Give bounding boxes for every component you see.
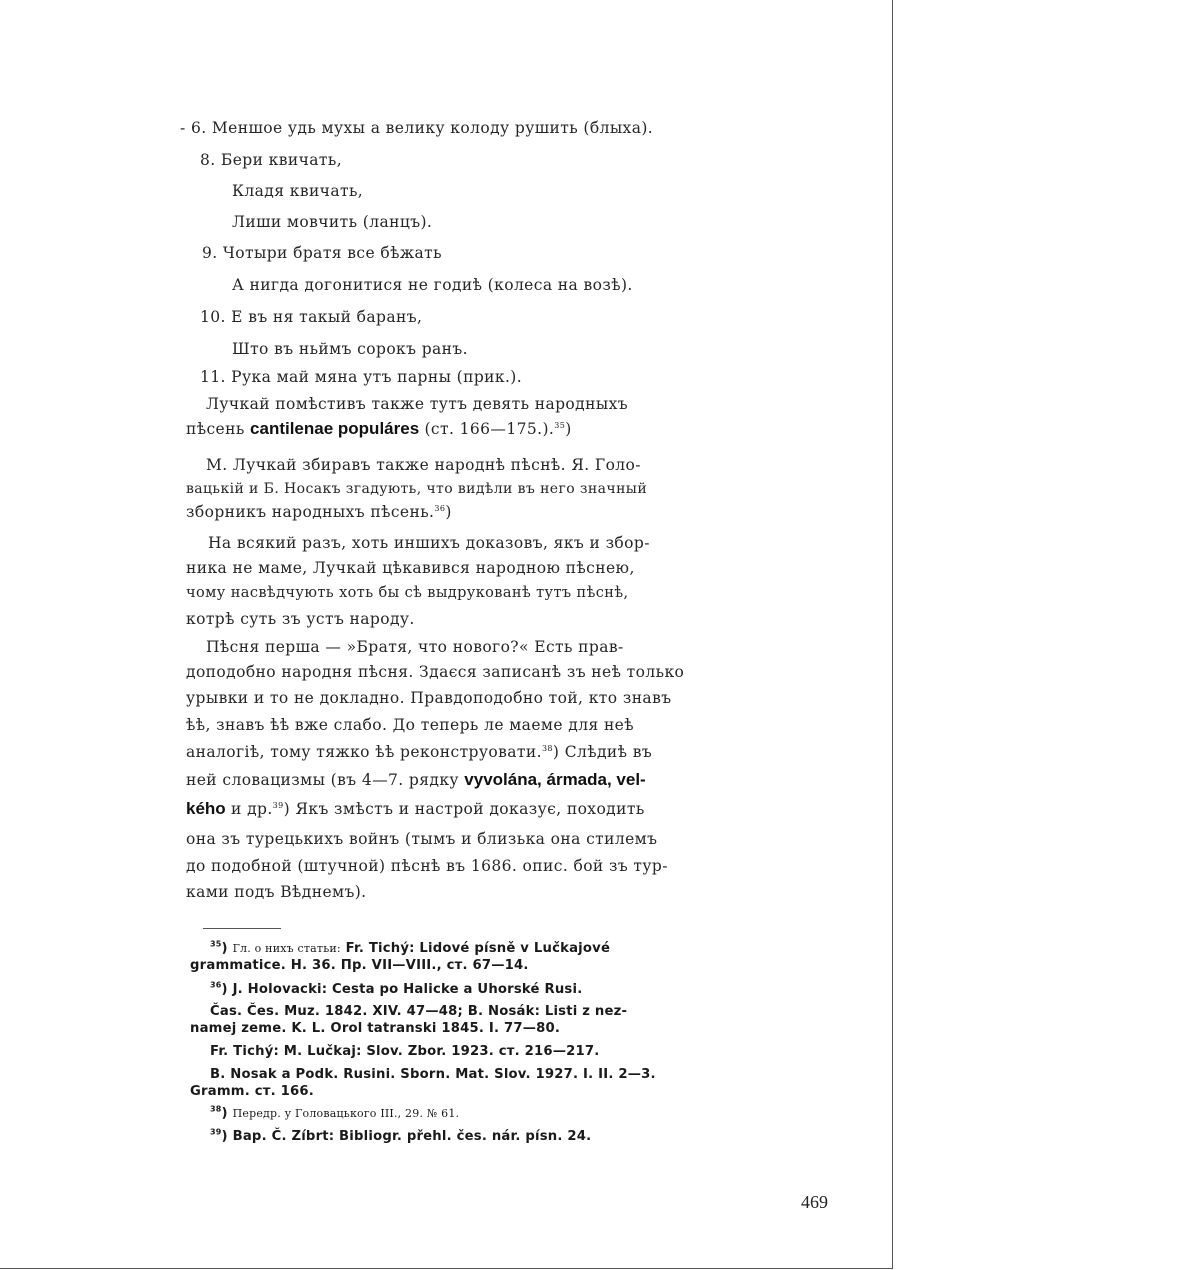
- riddle-9-line-1: 9. Чотыри братя все бѣжать: [202, 244, 442, 262]
- footnote-number: 36: [210, 980, 222, 990]
- paragraph-4-line-4: ѣѣ, знавъ ѣѣ вже слабо. До теперь ле маеме для неѣ: [186, 716, 634, 734]
- footnote-ref: 36: [434, 503, 446, 513]
- text-run: (ст. 166—175.).: [424, 420, 555, 438]
- footnote-number: 38: [210, 1104, 222, 1114]
- text-run: Bap. Č. Zíbrt: Bibliogr. přehl. čes. nár. písn. 24.: [232, 1129, 592, 1144]
- riddle-8-line-1: 8. Бери квичать,: [200, 151, 343, 169]
- paragraph-2-line-3: зборникъ народныхъ пѣсень.$^{36}$): [186, 503, 452, 521]
- riddle-8-line-2: Кладя квичать,: [232, 182, 364, 200]
- paragraph-4-line-7: kého и др.$^{39}$) Якъ змѣстъ и настрой доказує, походить: [186, 799, 645, 818]
- text-run: J. Holovacki: Cesta po Halicke a Uhorské Rusi.: [232, 982, 583, 997]
- footnote-36-line-3: namej zeme. K. L. Orol tatranski 1845. I. 77—80.: [190, 1021, 561, 1036]
- footnote-number: 35: [210, 939, 222, 949]
- paragraph-4-line-1: Пѣсня перша — »Братя, что нового?« Есть прав-: [206, 638, 624, 656]
- footnote-37-line-2: B. Nosak a Podk. Rusini. Sborn. Mat. Slov. 1927. I. II. 2—3.: [210, 1067, 656, 1082]
- paragraph-4-line-8: она зъ турецькихъ войнъ (тымъ и близька она стилемъ: [186, 830, 658, 848]
- riddle-8-line-3: Лиши мовчить (ланцъ).: [232, 213, 433, 231]
- footnote-35-line-2: grammatice. Н. 36. Пр. VII—VIII., ст. 67—14.: [190, 958, 529, 973]
- latin-term: cantilenae populáres: [250, 419, 420, 438]
- paragraph-4-line-3: урывки и то не докладно. Правдоподобно той, кто знавъ: [186, 689, 672, 707]
- paragraph-3-line-2: ника не маме, Лучкай цѣкавився народною пѣснею,: [186, 559, 635, 577]
- paragraph-4-line-6: [186, 770, 646, 790]
- paragraph-2-line-2: вацькiй и Б. Носакъ згадують, что видѣли въ него значный: [186, 481, 648, 497]
- footnote-36-line-1: $^{36}$) J. Holovacki: Cesta po Halicke a Uhorské Rusi.: [210, 980, 583, 997]
- text-run: Гл. о нихъ статьи:: [232, 942, 341, 955]
- text-run: и др.: [231, 800, 273, 818]
- paragraph-2-line-1: М. Лучкай збиравъ также народнѣ пѣснѣ. Я. Голо-: [206, 456, 641, 474]
- paragraph-4-line-5: аналогiѣ, тому тяжко ѣѣ реконструовати.$^{38}$) Слѣдиѣ въ: [186, 743, 653, 761]
- footnote-39: $^{39}$) Bap. Č. Zíbrt: Bibliogr. přehl. čes. nár. písn. 24.: [210, 1127, 592, 1144]
- footnote-37-line-1: Fr. Tichý: M. Lučkaj: Slov. Zbor. 1923. ст. 216—217.: [210, 1044, 600, 1059]
- paragraph-3-line-3: чому насвѣдчують хоть бы сѣ выдрукованѣ тутъ пѣснѣ,: [186, 585, 629, 601]
- paragraph-1-line-2: пѣсень cantilenae populáres (ст. 166—175.).$^{35}$): [186, 419, 572, 438]
- text-run: Fr. Tichý: Lidové písně v Lučkajové: [345, 941, 611, 956]
- riddle-9-line-2: А нигда догонитися не годиѣ (колеса на возѣ).: [232, 276, 633, 294]
- paragraph-3-line-1: На всякий разъ, хоть иншихъ доказовъ, якъ и збор-: [208, 534, 650, 552]
- footnote-37-line-3: Gramm. ст. 166.: [190, 1084, 314, 1099]
- paragraph-1-line-1: Лучкай помѣстивъ также тутъ девять народныхъ: [206, 395, 628, 413]
- paragraph-4-line-10: ками подъ Вѣднемъ).: [186, 883, 367, 901]
- riddle-11: 11. Рука май мяна утъ парны (прик.).: [200, 368, 523, 386]
- paragraph-4-line-9: до подобной (штучной) пѣснѣ въ 1686. опис. бой зъ тур-: [186, 857, 668, 875]
- footnote-38: $^{38}$) Передр. у Головацького III., 29. № 61.: [210, 1104, 460, 1121]
- paragraph-3-line-4: котрѣ суть зъ устъ народу.: [186, 610, 415, 628]
- footnote-number: 39: [210, 1127, 222, 1137]
- text-run: Передр. у Головацького III., 29. № 61.: [232, 1107, 460, 1120]
- text-run: ней словацизмы (въ 4—7. рядку: [186, 771, 459, 789]
- footnote-36-line-2: Čas. Čes. Muz. 1842. XIV. 47—48; B. Nosák: Listi z nez-: [210, 1004, 628, 1019]
- text-run: аналогiѣ, тому тяжко ѣѣ реконструовати.: [186, 743, 542, 761]
- text-run: Якъ змѣстъ и настрой доказує, походить: [295, 800, 645, 818]
- footnote-ref: 39: [272, 800, 284, 810]
- text-run: пѣсень: [186, 420, 245, 438]
- page-number: 469: [801, 1192, 828, 1212]
- footnote-35-line-1: $^{35}$) Гл. о нихъ статьи: Fr. Tichý: Lidové písně v Lučkajové: [210, 939, 611, 956]
- footnote-divider: [203, 928, 281, 929]
- riddle-10-line-2: Што въ ньймъ сорокъ ранъ.: [232, 340, 469, 358]
- text-run: зборникъ народныхъ пѣсень.: [186, 503, 435, 521]
- latin-words: vyvolána, ármada, vel-: [464, 770, 646, 789]
- latin-words: kého: [186, 799, 226, 818]
- footnote-ref: 38: [541, 743, 553, 753]
- paragraph-4-line-2: доподобно народня пѣсня. Здаєся записанѣ зъ неѣ только: [186, 663, 685, 681]
- footnote-ref: 35: [554, 420, 566, 430]
- riddle-6: - 6. Меншое удь мухы а велику колоду рушить (блыха).: [180, 119, 654, 137]
- riddle-10-line-1: 10. Е въ ня такый баранъ,: [200, 308, 423, 326]
- text-run: Слѣдиѣ въ: [564, 743, 653, 761]
